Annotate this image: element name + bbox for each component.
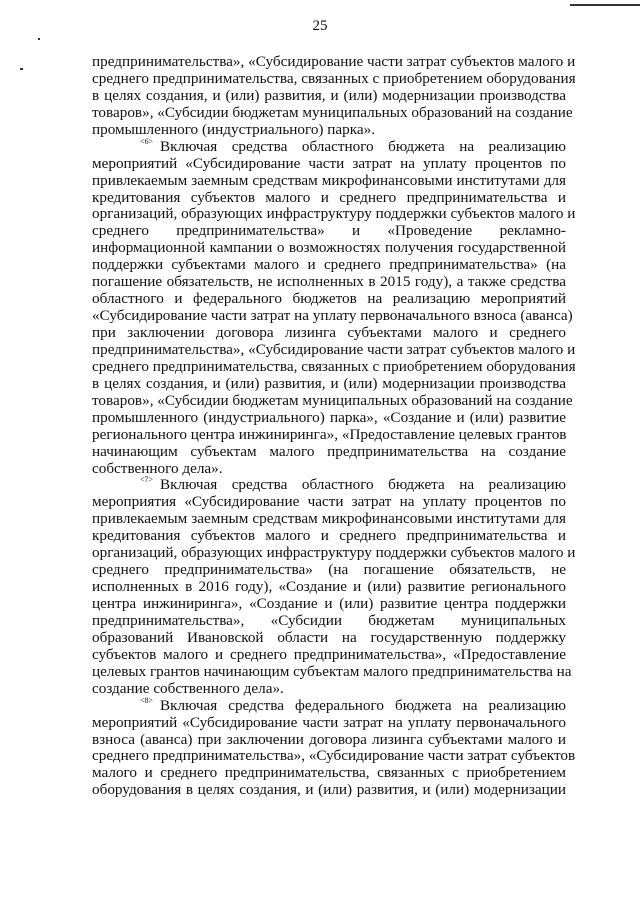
text-line — [92, 477, 566, 494]
line-text: малого и среднего предпринимательства, связанных с приобретением — [92, 764, 566, 782]
line-text: мероприятий «Субсидирование части затрат на уплату процентов по — [92, 154, 566, 172]
text-line — [92, 274, 566, 291]
line-text: исполненных в 2016 году), «Создание и (или) развитие регионального — [92, 578, 566, 596]
line-text: промышленного (индустриального) парка». — [92, 120, 376, 138]
text-line — [92, 103, 573, 122]
text-line — [92, 511, 566, 528]
line-text: собственного дела». — [92, 459, 223, 477]
text-line — [92, 122, 566, 139]
line-text: регионального центра инжиниринга», «Предоставление целевых грантов — [92, 425, 567, 443]
text-line — [92, 410, 566, 427]
line-text: начинающим субъектам малого предпринимательства на создание — [92, 442, 566, 460]
line-text: субъектов малого и среднего предпринимательства», «Предоставление — [92, 645, 566, 663]
text-line — [92, 528, 566, 545]
line-text: организаций, образующих инфраструктуру поддержки субъектов малого и — [92, 544, 576, 562]
paragraph — [92, 136, 576, 478]
line-text: среднего предпринимательства» (на погашение обязательств, не — [92, 561, 566, 579]
text-line — [92, 562, 566, 579]
line-text: среднего предпринимательства», «Субсидирование части затрат субъектов — [92, 747, 576, 765]
text-line — [92, 613, 566, 630]
text-line — [92, 494, 566, 511]
line-text: мероприятия «Субсидирование части затрат на уплату процентов по — [92, 493, 566, 511]
line-text: среднего предпринимательства» и «Проведение рекламно- — [92, 222, 566, 240]
scan-speck — [38, 38, 40, 40]
text-line — [92, 695, 566, 715]
line-text: оборудования в целях создания, и (или) развития, и (или) модернизации — [92, 781, 566, 799]
text-line — [92, 257, 566, 274]
line-text: среднего предпринимательства, связанных с приобретением оборудования — [92, 357, 576, 375]
line-text: предпринимательства», «Субсидии бюджетам муниципальных — [92, 611, 566, 629]
paragraph — [92, 695, 576, 800]
text-line — [92, 376, 566, 393]
line-text: промышленного (индустриального) парка», «Создание и (или) развитие — [92, 408, 566, 426]
text-line — [92, 190, 566, 207]
line-text: предпринимательства», «Субсидирование части затрат субъектов малого и — [92, 340, 576, 358]
page-number: 25 — [312, 18, 328, 34]
text-line — [92, 596, 566, 613]
paragraph — [92, 475, 576, 697]
line-text: в целях создания, и (или) развития, и (или) модернизации производства — [92, 374, 566, 392]
line-text: погашение обязательств, не исполненных в 2015 году), а также средства — [92, 273, 566, 291]
text-line — [92, 732, 566, 749]
text-line — [92, 173, 566, 190]
text-line — [92, 291, 566, 308]
line-text: взноса (аванса) при заключении договора лизинга субъектами малого и — [92, 730, 566, 748]
text-line — [92, 357, 576, 376]
text-line — [92, 88, 566, 105]
paragraph — [92, 53, 576, 139]
line-text: образований Ивановской области на государственную поддержку — [92, 628, 566, 646]
text-line — [92, 391, 573, 410]
line-text: товаров», «Субсидии бюджетам муниципальных образований на создание — [92, 391, 573, 409]
text-line — [92, 444, 566, 461]
line-text: организаций, образующих инфраструктуру поддержки субъектов малого и — [92, 205, 576, 223]
text-line — [92, 681, 566, 698]
footnote-marker: <7> — [140, 475, 154, 485]
line-text: среднего предпринимательства, связанных с приобретением оборудования — [92, 69, 576, 87]
text-line — [92, 782, 566, 799]
line-text: мероприятий «Субсидирование части затрат на уплату первоначального — [92, 713, 566, 731]
line-text: центра инжиниринга», «Создание и (или) развитие центра поддержки — [92, 595, 566, 612]
line-text: при заключении договора лизинга субъектами малого и среднего — [92, 324, 566, 341]
line-text: кредитования субъектов малого и среднего предпринимательства и — [92, 188, 566, 206]
line-text: областного и федерального бюджетов на реализацию мероприятий — [92, 290, 566, 308]
text-line — [92, 715, 566, 732]
text-line — [92, 747, 576, 765]
scan-speck — [20, 68, 23, 70]
line-text: целевых грантов начинающим субъектам малого предпринимательства на — [92, 662, 572, 680]
text-line — [92, 69, 576, 88]
text-line — [92, 136, 566, 156]
text-line — [92, 579, 566, 596]
line-text: привлекаемым заемным средствам микрофинансовыми институтами для — [92, 171, 566, 189]
text-line — [92, 765, 566, 782]
line-text: информационной кампании о возможностях получения государственной — [92, 239, 566, 257]
text-line — [92, 662, 572, 681]
footnote-marker: <6> — [140, 136, 154, 146]
line-text: в целях создания, и (или) развития, и (или) модернизации производства — [92, 86, 566, 104]
line-text: Включая средства федерального бюджета на реализацию — [160, 696, 566, 714]
text-line — [92, 630, 566, 647]
line-text: привлекаемым заемным средствам микрофинансовыми институтами для — [92, 510, 566, 528]
line-text: поддержки субъектами малого и среднего предпринимательства» (на — [92, 256, 566, 274]
line-text: товаров», «Субсидии бюджетам муниципальных образований на создание — [92, 103, 573, 121]
text-line — [92, 240, 566, 257]
text-line — [92, 325, 566, 342]
scan-artifact-line — [570, 4, 640, 6]
line-text: предпринимательства», «Субсидирование части затрат субъектов малого и — [92, 53, 576, 70]
text-line — [92, 544, 576, 562]
text-line — [92, 156, 566, 173]
text-line — [92, 53, 576, 71]
document-body — [92, 53, 576, 799]
text-line — [92, 205, 576, 223]
text-line — [92, 307, 573, 325]
line-text: создание собственного дела». — [92, 679, 284, 697]
footnote-marker: <8> — [140, 695, 154, 705]
text-line — [92, 427, 566, 444]
text-line — [92, 461, 566, 478]
line-text: Включая средства областного бюджета на реализацию — [160, 476, 566, 494]
text-line — [92, 647, 566, 664]
text-line — [92, 223, 566, 240]
line-text: кредитования субъектов малого и среднего предпринимательства и — [92, 527, 566, 545]
line-text: «Субсидирование части затрат на уплату первоначального взноса (аванса) — [92, 307, 573, 325]
line-text: Включая средства областного бюджета на реализацию — [160, 137, 566, 155]
text-line — [92, 340, 576, 359]
